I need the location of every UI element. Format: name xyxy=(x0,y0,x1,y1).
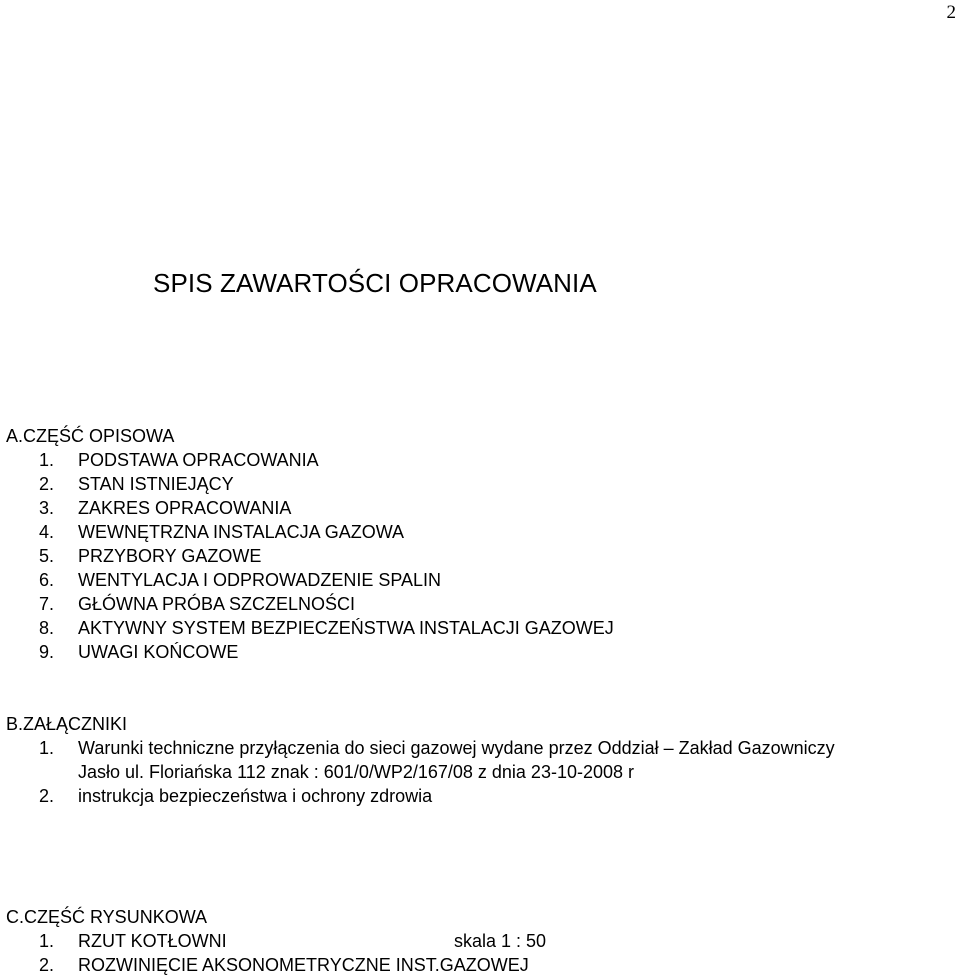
document-title: SPIS ZAWARTOŚCI OPRACOWANIA xyxy=(153,268,597,298)
list-item xyxy=(6,592,614,616)
section-heading: B.ZAŁĄCZNIKI xyxy=(6,714,128,734)
item-text: GŁÓWNA PRÓBA SZCZELNOŚCI xyxy=(78,594,356,614)
item-number: 2. xyxy=(39,786,55,806)
list-item xyxy=(6,544,614,568)
item-text: UWAGI KOŃCOWE xyxy=(78,642,239,662)
list-item xyxy=(6,448,614,472)
descriptive-list xyxy=(6,448,614,664)
list-item xyxy=(6,616,614,640)
page-number: 2 xyxy=(946,2,956,23)
item-text: ZAKRES OPRACOWANIA xyxy=(78,498,292,518)
item-number: 1. xyxy=(39,738,55,758)
attachments-list xyxy=(6,736,878,808)
list-item xyxy=(6,929,547,953)
list-item xyxy=(6,472,614,496)
item-number: 6. xyxy=(39,570,55,590)
list-item xyxy=(6,496,614,520)
section-heading: C.CZĘŚĆ RYSUNKOWA xyxy=(6,907,208,927)
item-number: 2. xyxy=(39,474,55,494)
item-text: WEWNĘTRZNA INSTALACJA GAZOWA xyxy=(78,522,405,542)
item-text: WENTYLACJA I ODPROWADZENIE SPALIN xyxy=(78,570,442,590)
item-text: PRZYBORY GAZOWE xyxy=(78,546,262,566)
item-text: STAN ISTNIEJĄCY xyxy=(78,474,234,494)
list-item xyxy=(6,953,529,977)
item-number: 8. xyxy=(39,618,55,638)
item-text: ROZWINIĘCIE AKSONOMETRYCZNE INST.GAZOWEJ xyxy=(78,955,529,975)
item-text: AKTYWNY SYSTEM BEZPIECZEŃSTWA INSTALACJI GAZOWEJ xyxy=(78,618,614,638)
drawing-scale: skala 1 : 50 xyxy=(454,931,547,951)
drawings-list xyxy=(6,929,547,977)
list-item xyxy=(6,784,878,808)
item-number: 2. xyxy=(39,955,55,975)
item-number: 9. xyxy=(39,642,55,662)
item-number: 1. xyxy=(39,931,55,951)
item-number: 7. xyxy=(39,594,55,614)
list-item xyxy=(6,640,614,664)
section-attachments xyxy=(6,713,878,808)
item-number: 4. xyxy=(39,522,55,542)
section-drawings xyxy=(6,906,547,977)
item-text: RZUT KOTŁOWNI xyxy=(78,931,227,951)
section-heading: A.CZĘŚĆ OPISOWA xyxy=(6,426,175,446)
item-number: 1. xyxy=(39,450,55,470)
item-text: Warunki techniczne przyłączenia do sieci gazowej wydane przez Oddział – Zakład Gazowniczy Jasło ul. Floriańska 112 znak : 601/0/WP2/167/08 z dnia 23-10-2008 r xyxy=(78,738,835,782)
list-item xyxy=(6,568,614,592)
item-number: 5. xyxy=(39,546,55,566)
item-text: instrukcja bezpieczeństwa i ochrony zdrowia xyxy=(78,786,433,806)
list-item xyxy=(6,736,878,784)
item-number: 3. xyxy=(39,498,55,518)
section-descriptive xyxy=(6,425,614,664)
item-text: PODSTAWA OPRACOWANIA xyxy=(78,450,319,470)
list-item xyxy=(6,520,614,544)
